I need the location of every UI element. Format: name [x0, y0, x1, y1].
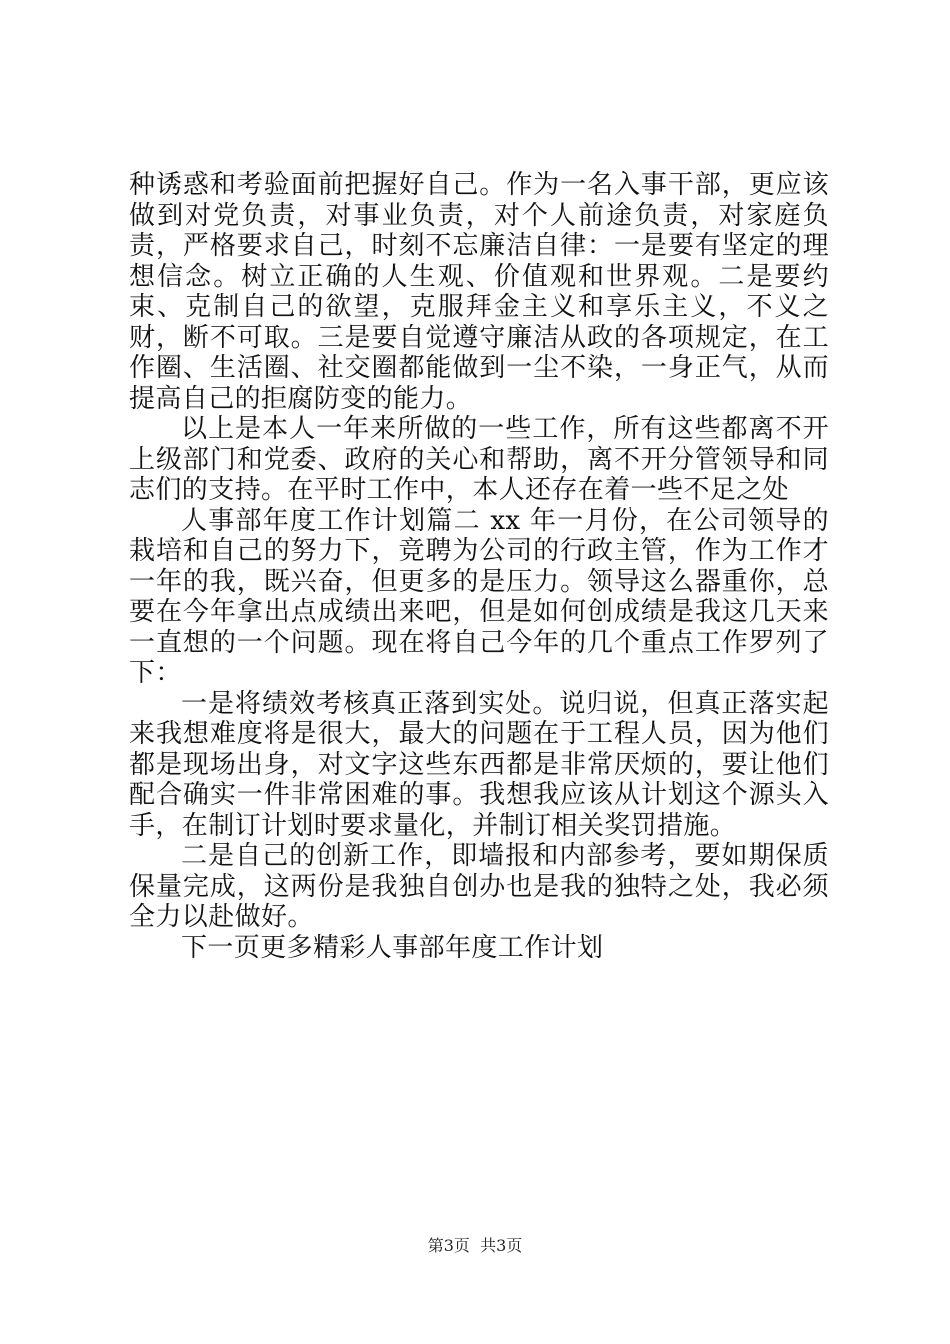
next-page-link[interactable]: 下一页更多精彩人事部年度工作计划 — [181, 932, 604, 963]
document-body — [129, 170, 829, 963]
paragraph-integrity: 种诱惑和考验面前把握好自己。作为一名入事干部，更应该做到对党负责，对事业负责，对个人前途负责，对家庭负责，严格要求自己，时刻不忘廉洁自律：一是要有坚定的理想信念。树立正确的人生观、价值观和世界观。二是要约束、克制自己的欲望，克服拜金主义和享乐主义，不义之财，断不可取。三是要自觉遵守廉洁从政的各项规定，在工作圈、生活圈、社交圈都能做到一尘不染，一身正气，从而提高自己的拒腐防变的能力。 — [129, 170, 829, 414]
paragraph-point-one: 一是将绩效考核真正落到实处。说归说，但真正落实起来我想难度将是很大，最大的问题在于工程人员，因为他们都是现场出身，对文字这些东西都是非常厌烦的，要让他们配合确实一件非常困难的事。我想我应该从计划这个源头入手，在制订计划时要求量化，并制订相关奖罚措施。 — [129, 688, 829, 841]
paragraph-point-two: 二是自己的创新工作，即墙报和内部参考，要如期保质保量完成，这两份是我独自创办也是我的独特之处，我必须全力以赴做好。 — [129, 841, 829, 932]
paragraph-plan-intro: 人事部年度工作计划篇二 xx 年一月份，在公司领导的栽培和自己的努力下，竞聘为公司的行政主管，作为工作才一年的我，既兴奋，但更多的是压力。领导这么器重你，总要在今年拿出点成绩出来吧，但是如何创成绩是我这几天来一直想的一个问题。现在将自己今年的几个重点工作罗列了下： — [129, 505, 829, 688]
paragraph-summary: 以上是本人一年来所做的一些工作，所有这些都离不开上级部门和党委、政府的关心和帮助，离不开分管领导和同志们的支持。在平时工作中，本人还存在着一些不足之处 — [129, 414, 829, 505]
page-number-label: 第3页 共3页 — [427, 1236, 523, 1255]
page-footer — [0, 1236, 950, 1256]
